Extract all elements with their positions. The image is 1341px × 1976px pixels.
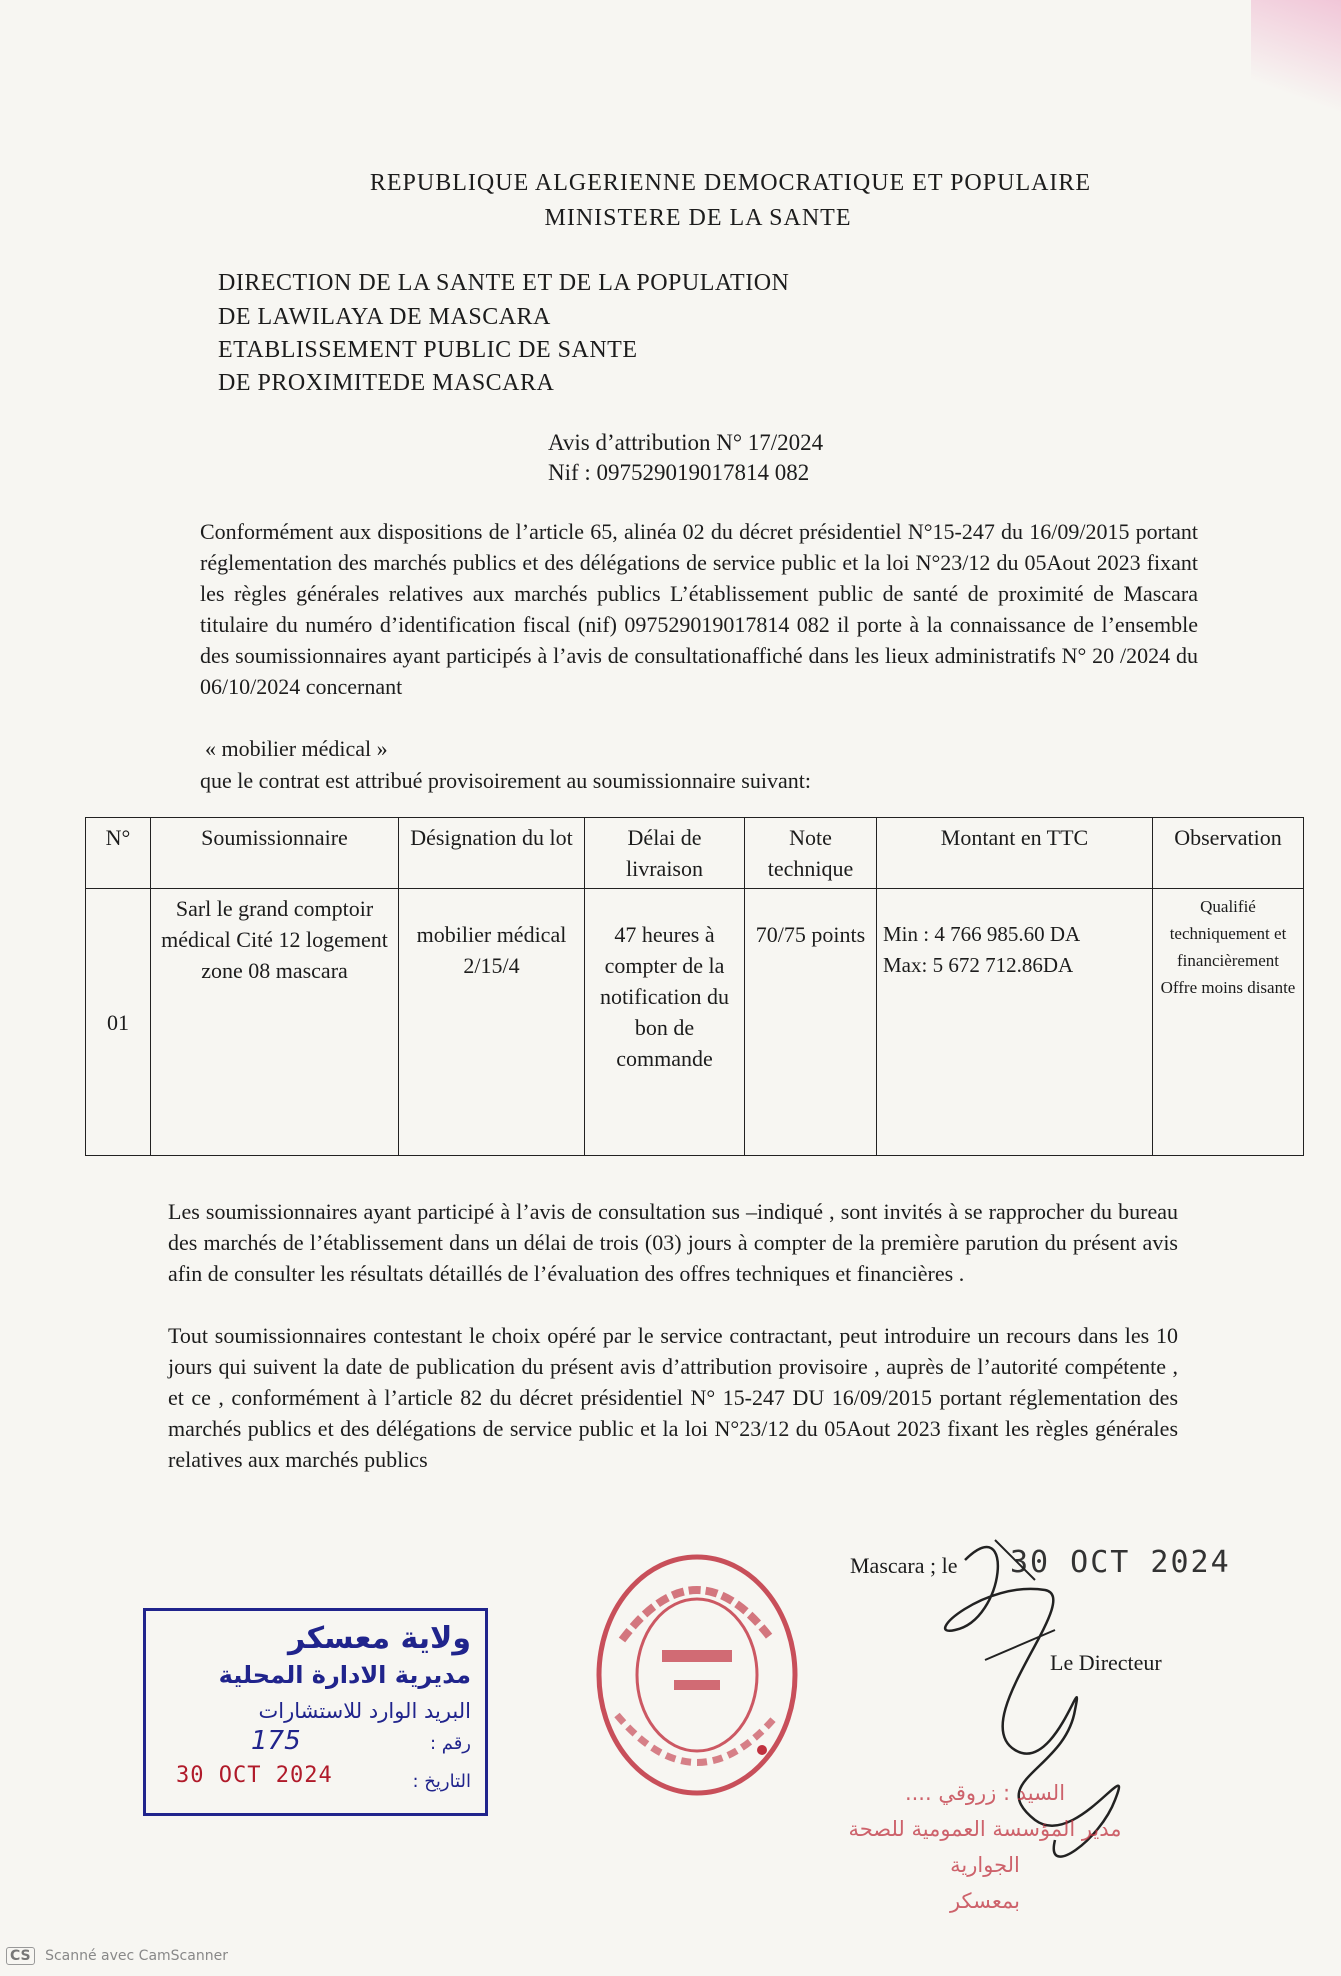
blue-registration-stamp: [143, 1608, 488, 1816]
amount-min: Min : 4 766 985.60 DA: [883, 922, 1081, 946]
scanner-footer: [6, 1947, 228, 1965]
blue-stamp-directorate: مديرية الادارة المحلية: [218, 1661, 471, 1689]
header-observation: Observation: [1153, 818, 1304, 889]
cell-num: 01: [86, 889, 151, 1156]
blue-stamp-mail: البريد الوارد للاستشارات: [258, 1699, 471, 1723]
direction-line-2: DE LAWILAYA DE MASCARA: [218, 304, 551, 330]
closing-paragraph-2: Tout soumissionnaires contestant le choix opéré par le service contractant, peut introduire un recours dans les 10 jours qui suivent la date de publication du présent avis d’attribution provisoire , auprès de l’autorité compétente , et ce , conformément à l’article 82 du décret présidentiel N° 15-247 DU 16/09/2015 portant réglementation des marchés publics et des délégations de service public et la loi N°23/12 du 05Aout 2023 fixant les règles générales relatives aux marchés publics: [168, 1323, 1178, 1472]
ministry-heading: MINISTERE DE LA SANTE: [544, 205, 852, 231]
blue-stamp-number: 175: [251, 1726, 301, 1756]
cell-bidder: Sarl le grand comptoir médical Cité 12 logement zone 08 mascara: [151, 889, 399, 1156]
header-amount: Montant en TTC: [877, 818, 1153, 889]
amount-max: Max: 5 672 712.86DA: [883, 953, 1074, 977]
scanner-credit: Scanné avec CamScanner: [45, 1948, 228, 1964]
notice-title: Avis d’attribution N° 17/2024: [548, 430, 824, 455]
header-designation: Désignation du lot: [399, 818, 585, 889]
cell-observation: Qualifié techniquement et financièrement Offre moins disante: [1153, 889, 1304, 1156]
notice-nif: Nif : 097529019017814 082: [548, 460, 810, 485]
attribution-line: que le contrat est attribué provisoirement au soumissionnaire suivant:: [200, 768, 811, 793]
red-stamp-city: بمعسكر: [949, 1889, 1021, 1913]
header-num: N°: [86, 818, 151, 889]
header-delay: Délai de livraison: [585, 818, 745, 889]
blue-stamp-date-label: التاريخ :: [412, 1771, 471, 1792]
header-score: Note technique: [745, 818, 877, 889]
cell-delay: 47 heures à compter de la notification du bon de commande: [585, 889, 745, 1156]
red-stamp-title: مدير المؤسسة العمومية للصحة الجوارية: [848, 1817, 1122, 1877]
intro-paragraph: Conformément aux dispositions de l’article 65, alinéa 02 du décret présidentiel N°15-247 du 16/09/2015 portant réglementation des marchés publics et des délégations de service public et la loi N°23/12 du 05Aout 2023 fixant les règles générales relatives aux marchés publics L’établissement public de santé de proximité de Mascara titulaire du numéro d’identification fiscal (nif) 097529019017814 082 il porte à la connaissance de l’ensemble des soumissionnaires ayant participés à l’avis de consultationaffiché dans les lieux administratifs N° 20 /2024 du 06/10/2024 concernant: [200, 519, 1198, 699]
red-official-seal: [592, 1550, 802, 1800]
blue-stamp-wilaya: ولاية معسكر: [287, 1621, 471, 1656]
lot-label: « mobilier médical »: [205, 736, 388, 761]
date-stamp: 30 OCT 2024: [1010, 1545, 1231, 1580]
republic-heading: REPUBLIQUE ALGERIENNE DEMOCRATIQUE ET POPULAIRE: [369, 170, 1092, 196]
signature-place: Mascara ; le: [850, 1553, 958, 1578]
direction-line-4: DE PROXIMITEDE MASCARA: [218, 370, 555, 396]
cell-amount: [877, 889, 1153, 1156]
red-name-stamp: [820, 1775, 1150, 1919]
direction-line-3: ETABLISSEMENT PUBLIC DE SANTE: [218, 337, 638, 363]
table-header-row: [86, 818, 1304, 889]
blue-stamp-number-label: رقم :: [429, 1733, 471, 1754]
red-stamp-name: السيد : زروقي ....: [904, 1781, 1066, 1805]
cell-designation: mobilier médical 2/15/4: [399, 889, 585, 1156]
director-title: Le Directeur: [1050, 1650, 1162, 1675]
cell-score: 70/75 points: [745, 889, 877, 1156]
paper-tint: [1251, 0, 1341, 130]
header-bidder: Soumissionnaire: [151, 818, 399, 889]
award-table: [85, 817, 1304, 1156]
camscanner-icon: CS: [6, 1947, 35, 1965]
table-row: [86, 889, 1304, 1156]
closing-paragraph-1: Les soumissionnaires ayant participé à l’avis de consultation sus –indiqué , sont invités à se rapprocher du bureau des marchés de l’établissement dans un délai de trois (03) jours à compter de la première parution du présent avis afin de consulter les résultats détaillés de l’évaluation des offres techniques et financières .: [168, 1199, 1178, 1286]
blue-stamp-date: 30 OCT 2024: [176, 1763, 333, 1788]
direction-line-1: DIRECTION DE LA SANTE ET DE LA POPULATION: [218, 270, 790, 296]
